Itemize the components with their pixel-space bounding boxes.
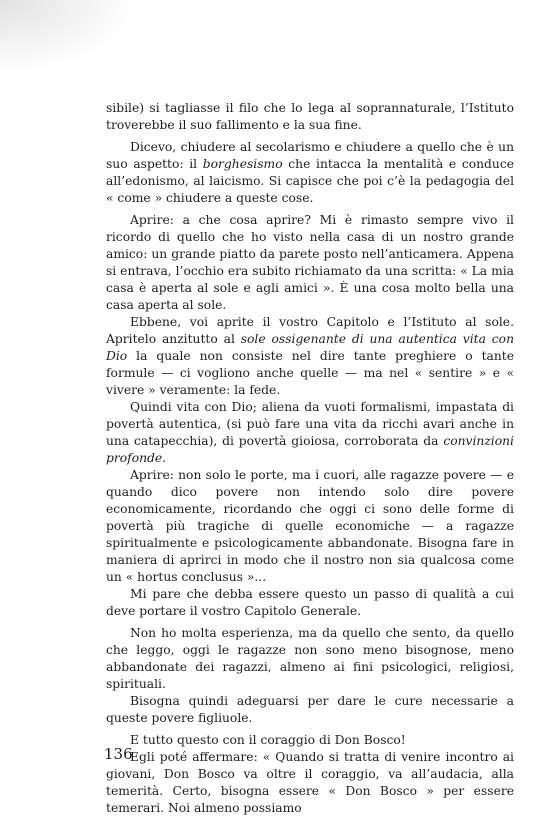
paragraph — [106, 586, 514, 620]
paragraph — [106, 212, 514, 314]
paragraph — [106, 732, 514, 749]
page-number: 136 — [104, 745, 133, 763]
text-segment: Aprire: non solo le porte, ma i cuori, alle ragazze povere — e quando dico povere non intendo solo dire povere economicamente, ricordando che oggi ci sono delle forme di povertà più tragiche di quelle economiche — a ragazze spiritualmente e psicologicamente abbandonate. Bisogna fare in maniera di aprirci in modo che il nostro non sia qualcosa come un « hortus conclusus »... — [106, 468, 514, 584]
paragraph — [106, 139, 514, 207]
paragraph — [106, 399, 514, 467]
text-segment: la quale non consiste nel dire tante preghiere o tante formule — ci vogliono anche quelle — ma nel « sentire » e « vivere » veramente: la fede. — [106, 349, 514, 397]
text-segment: Non ho molta esperienza, ma da quello che sento, da quello che leggo, oggi le ragazze non sono meno bisognose, meno abbandonate dei ragazzi, almeno ai fini psicologici, religiosi, spirituali. — [106, 626, 514, 691]
text-segment: Bisogna quindi adeguarsi per dare le cure necessarie a queste povere figliuole. — [106, 694, 514, 725]
text-segment: sibile) si tagliasse il filo che lo lega al soprannaturale, l’Istituto troverebbe il suo fallimento e la sua fine. — [106, 101, 514, 132]
italic-text: borghesismo — [202, 157, 283, 171]
text-segment: E tutto questo con il coraggio di Don Bosco! — [130, 733, 406, 747]
italic-text: sole ossigenante di una autentica vita con Dio — [106, 332, 514, 363]
body-text — [106, 100, 514, 817]
text-segment: Dicevo, chiudere al secolarismo e chiudere a quello che è un suo aspetto: il — [106, 140, 514, 171]
paragraph — [106, 693, 514, 727]
paragraph — [106, 467, 514, 586]
paragraph — [106, 749, 514, 817]
paragraph — [106, 100, 514, 134]
text-segment: Quindi vita con Dio; aliena da vuoti formalismi, impastata di povertà autentica, (si può fare una vita da ricchi avari anche in una catapecchia), di povertà gioiosa, corroborata da — [106, 400, 514, 448]
text-segment: Mi pare che debba essere questo un passo di qualità a cui deve portare il vostro Capitolo Generale. — [106, 587, 514, 618]
paragraph — [106, 625, 514, 693]
scan-shadow — [0, 0, 140, 75]
text-segment: Ebbene, voi aprite il vostro Capitolo e l’Istituto al sole. Apritelo anzitutto al — [106, 315, 514, 346]
italic-text: convinzioni profonde. — [106, 434, 514, 465]
text-segment: che intacca la mentalità e conduce all’edonismo, al laicismo. Si capisce che poi c’è la pedagogia del « come » chiudere a queste cose. — [106, 157, 514, 205]
paragraph — [106, 314, 514, 399]
text-segment: Egli poté affermare: « Quando si tratta di venire incontro ai giovani, Don Bosco va oltre il coraggio, va all’audacia, alla temerità. Certo, bisogna essere « Don Bosco » per essere temerari. Noi almeno possiamo — [106, 750, 514, 815]
text-segment: Aprire: a che cosa aprire? Mi è rimasto sempre vivo il ricordo di quello che ho visto nella casa di un nostro grande amico: un grande piatto da parete posto nell’anticamera. Appena si entrava, l’occhio era subito richiamato da una scritta: « La mia casa è aperta al sole e agli amici ». È una cosa molto bella una casa aperta al sole. — [106, 213, 514, 312]
